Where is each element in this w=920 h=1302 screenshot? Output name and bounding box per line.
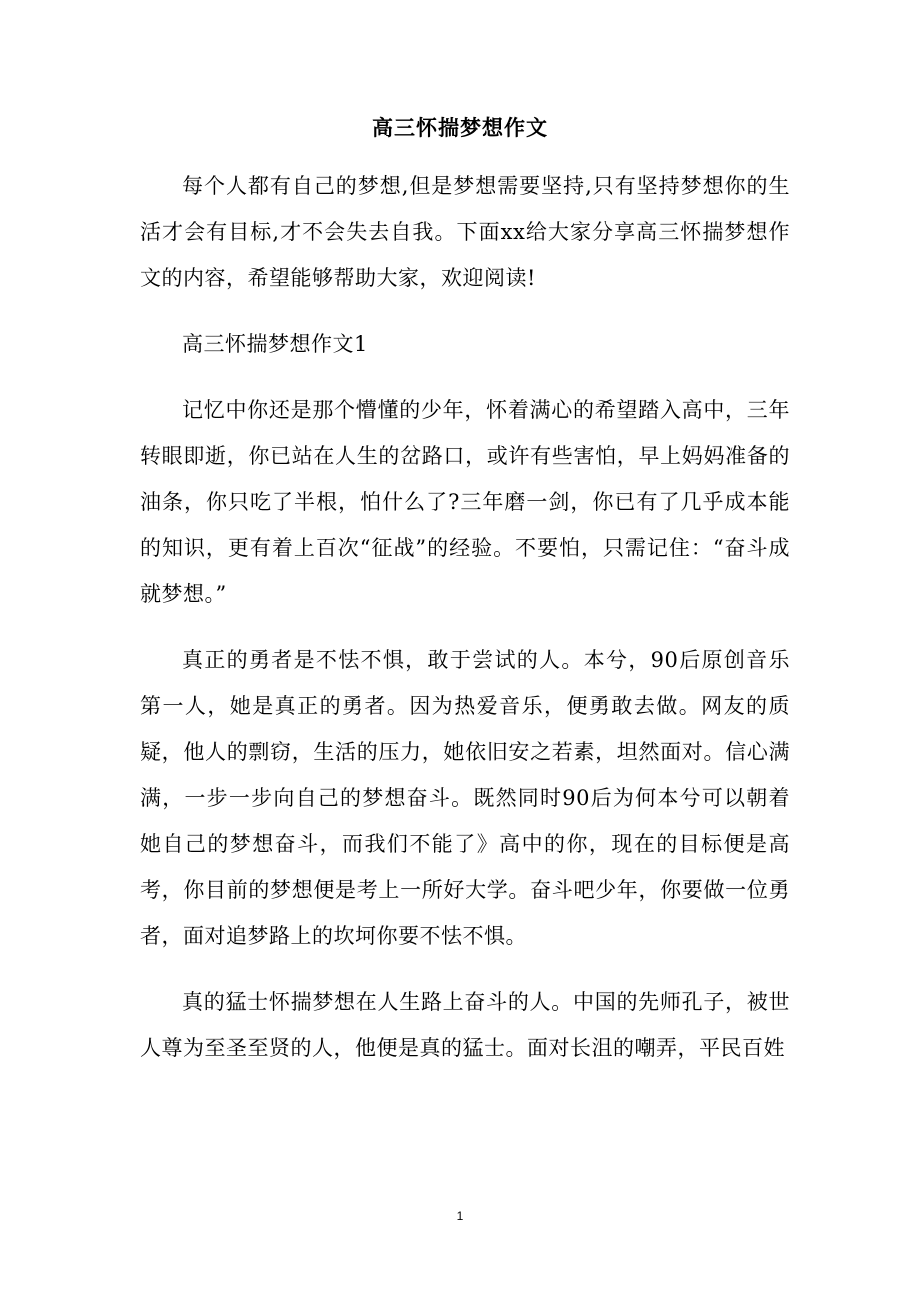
document-body bbox=[140, 163, 790, 1091]
body-paragraph: 真的猛士怀揣梦想在人生路上奋斗的人。中国的先师孔子，被世人尊为至圣至贤的人，他便是真的猛士。面对长沮的嘲弄，平民百姓 bbox=[140, 990, 790, 1060]
section-heading: 高三怀揣梦想作文1 bbox=[182, 332, 368, 356]
page-number: 1 bbox=[456, 1209, 464, 1223]
body-paragraph: 真正的勇者是不怯不惧，敢于尝试的人。本兮，90后原创音乐第一人，她是真正的勇者。因为热爱音乐，便勇敢去做。网友的质疑，他人的剽窃，生活的压力，她依旧安之若素，坦然面对。信心满满，一步一步向自己的梦想奋斗。既然同时90后为何本兮可以朝着她自己的梦想奋斗，而我们不能了》高中的你，现在的目标便是高考，你目前的梦想便是考上一所好大学。奋斗吧少年，你要做一位勇者，面对追梦路上的坎坷你要不怯不惧。 bbox=[140, 648, 790, 948]
body-paragraph: 记忆中你还是那个懵懂的少年，怀着满心的希望踏入高中，三年转眼即逝，你已站在人生的岔路口，或许有些害怕，早上妈妈准备的油条，你只吃了半根，怕什么了?三年磨一剑，你已有了几乎成本能的知识，更有着上百次“征战”的经验。不要怕，只需记住：“奋斗成就梦想。” bbox=[140, 398, 790, 606]
intro-paragraph: 每个人都有自己的梦想,但是梦想需要坚持,只有坚持梦想你的生活才会有目标,才不会失去自我。下面xx给大家分享高三怀揣梦想作文的内容，希望能够帮助大家，欢迎阅读! bbox=[140, 174, 790, 290]
document-title: 高三怀揣梦想作文 bbox=[372, 115, 548, 140]
